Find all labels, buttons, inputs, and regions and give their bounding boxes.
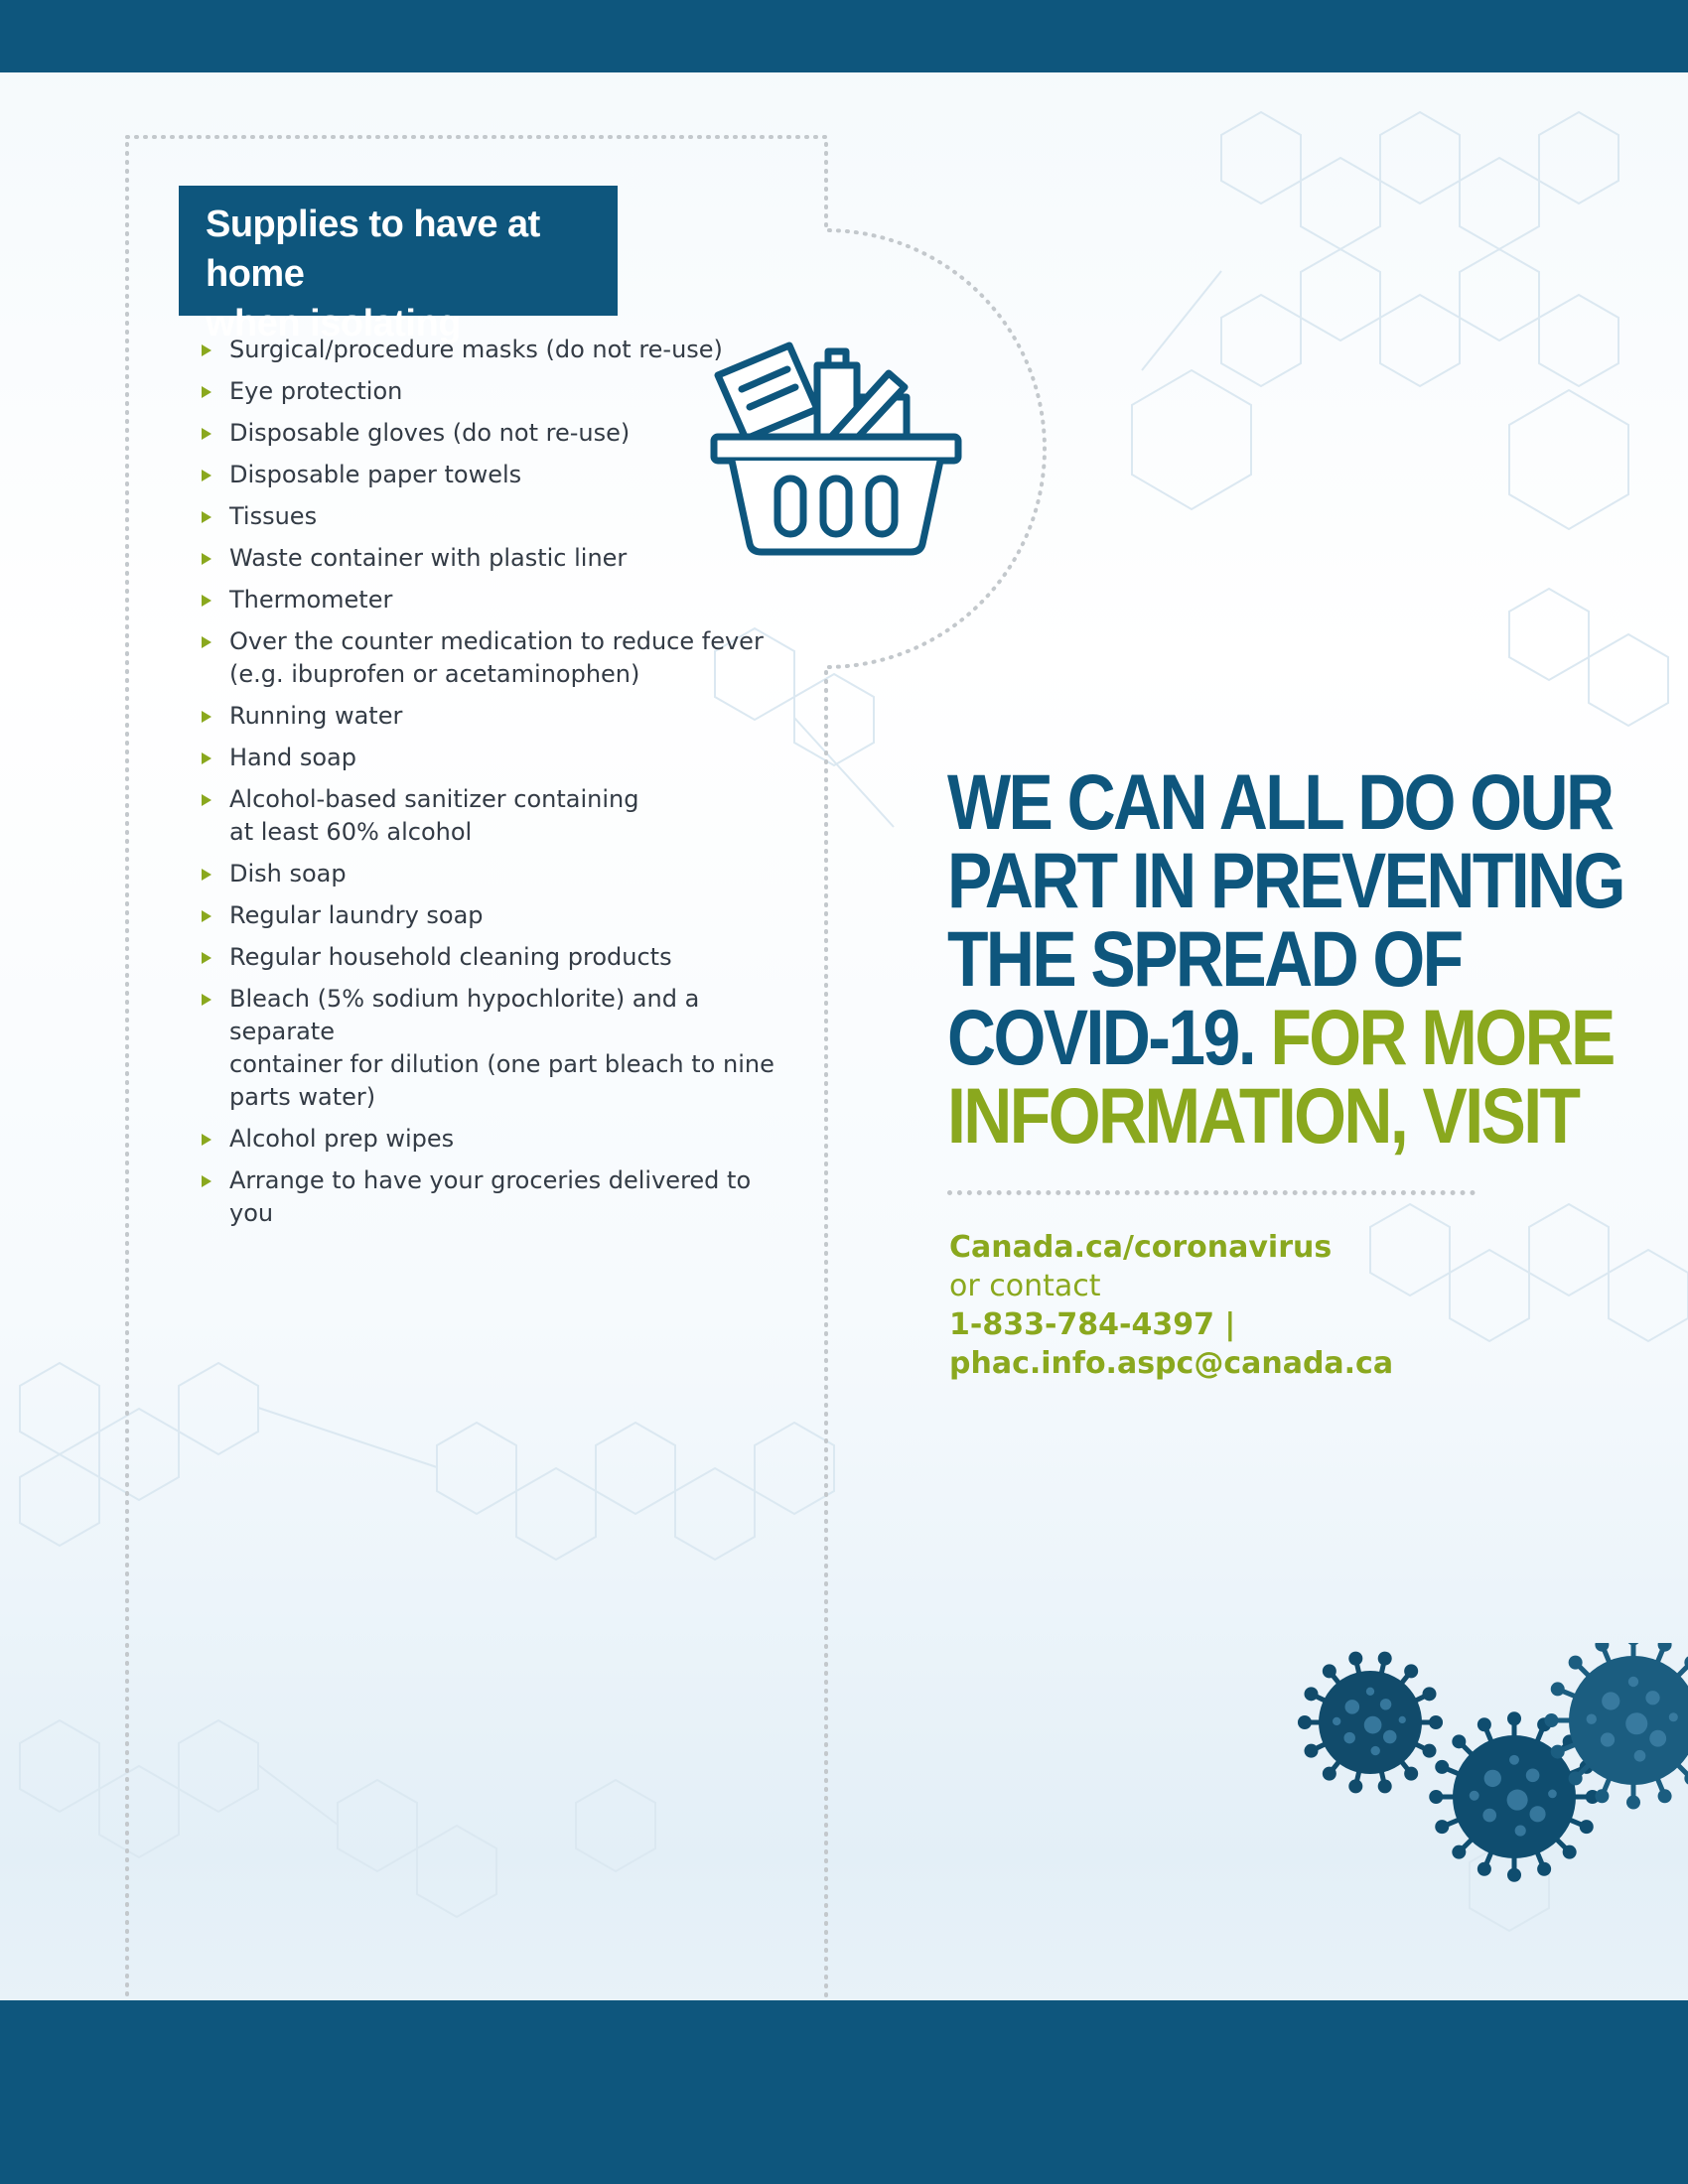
triangle-bullet-icon	[202, 869, 211, 881]
call-to-action-headline	[947, 757, 1642, 1160]
list-item: Bleach (5% sodium hypochlorite) and a separate container for dilution (one part bleach to nine parts water)	[200, 983, 795, 1114]
virus-illustration	[1291, 1643, 1688, 1901]
contact-block	[949, 1228, 1393, 1383]
virus-icon	[1298, 1652, 1443, 1794]
list-item: Disposable paper towels	[200, 459, 795, 491]
list-item: Over the counter medication to reduce fever (e.g. ibuprofen or acetaminophen)	[200, 625, 795, 691]
shopping-basket-icon	[710, 338, 968, 566]
triangle-bullet-icon	[202, 470, 211, 481]
triangle-bullet-icon	[202, 711, 211, 723]
supplies-list	[200, 334, 795, 1239]
list-item: Dish soap	[200, 858, 795, 890]
list-item: Surgical/procedure masks (do not re-use)	[200, 334, 795, 366]
list-item: Arrange to have your groceries delivered to you	[200, 1164, 795, 1230]
supplies-title-line1: Supplies to have at home	[206, 204, 540, 295]
list-item: Tissues	[200, 500, 795, 533]
triangle-bullet-icon	[202, 952, 211, 964]
supplies-title-box	[179, 186, 618, 344]
list-item: Regular household cleaning products	[200, 941, 795, 974]
dotted-divider	[947, 1190, 1476, 1195]
list-item: Eye protection	[200, 375, 795, 408]
headline-line2: PART IN PREVENTING	[947, 836, 1623, 924]
supplies-title-line2: when isolating	[206, 303, 461, 344]
headline-line1: WE CAN ALL DO OUR	[947, 757, 1613, 846]
phone-number[interactable]: 1-833-784-4397 |	[949, 1307, 1236, 1342]
list-item: Regular laundry soap	[200, 899, 795, 932]
headline-line5: INFORMATION, VISIT	[947, 1071, 1579, 1160]
triangle-bullet-icon	[202, 1134, 211, 1146]
triangle-bullet-icon	[202, 595, 211, 607]
list-item: Thermometer	[200, 584, 795, 616]
triangle-bullet-icon	[202, 910, 211, 922]
list-item: Alcohol-based sanitizer containing at least 60% alcohol	[200, 783, 795, 849]
triangle-bullet-icon	[202, 752, 211, 764]
triangle-bullet-icon	[202, 553, 211, 565]
list-item: Waste container with plastic liner	[200, 542, 795, 575]
triangle-bullet-icon	[202, 386, 211, 398]
triangle-bullet-icon	[202, 428, 211, 440]
triangle-bullet-icon	[202, 1175, 211, 1187]
list-item: Hand soap	[200, 742, 795, 774]
triangle-bullet-icon	[202, 994, 211, 1006]
website-link[interactable]: Canada.ca/coronavirus	[949, 1230, 1333, 1265]
email-link[interactable]: phac.info.aspc@canada.ca	[949, 1346, 1394, 1381]
headline-for-more: FOR MORE	[1270, 993, 1614, 1081]
triangle-bullet-icon	[202, 511, 211, 523]
triangle-bullet-icon	[202, 636, 211, 648]
headline-line3: THE SPREAD OF	[947, 914, 1462, 1003]
headline-line4	[947, 993, 1614, 1081]
triangle-bullet-icon	[202, 344, 211, 356]
list-item: Running water	[200, 700, 795, 733]
headline-covid: COVID-19.	[947, 993, 1255, 1081]
or-contact-text: or contact	[949, 1269, 1101, 1303]
list-item: Disposable gloves (do not re-use)	[200, 417, 795, 450]
list-item: Alcohol prep wipes	[200, 1123, 795, 1156]
bottom-band	[0, 2000, 1688, 2184]
triangle-bullet-icon	[202, 794, 211, 806]
